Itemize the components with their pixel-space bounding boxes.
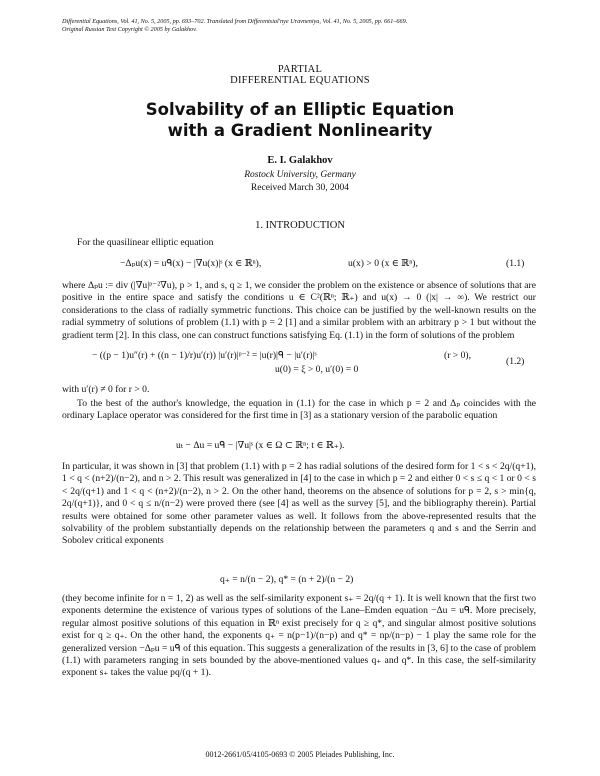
section-heading: 1. INTRODUCTION: [255, 220, 345, 231]
header-citation: Differential Equations, Vol. 41, No. 5, 2005, pp. 693–702. Translated from Differentsial'nye Uravneniya, Vol. 41, No. 5, 2005, pp. 661–669.: [62, 18, 408, 25]
paragraph-condition: with u′(r) ≠ 0 for r > 0.: [62, 384, 150, 395]
paragraph-history: To the best of the author's knowledge, the equation in (1.1) for the case in which p = 2 and Δₚ coincides with the ordinary Laplace operator was considered for the first time in [3] as a stationary version of the parabolic equation: [62, 398, 536, 422]
author-name: E. I. Galakhov: [267, 155, 333, 166]
footer-issn: 0012-2661/05/4105-0693 © 2005 Pleiades Publishing, Inc.: [205, 750, 395, 759]
equation-2-condition: (r > 0),: [444, 350, 471, 361]
header-copyright: Original Russian Text Copyright © 2005 by Galakhov.: [62, 26, 197, 34]
equation-1-lhs: −Δₚu(x) = uᑫ(x) − |∇u(x)|ˢ (x ∈ ℝⁿ),: [120, 258, 262, 269]
equation-2-line-1: − ((p − 1)u″(r) + ((n − 1)/r)u′(r)) |u′(r)|ᵖ⁻² = |u(r)|ᑫ − |u′(r)|ˢ: [92, 350, 317, 361]
section-label-2: DIFFERENTIAL EQUATIONS: [230, 75, 370, 86]
equation-4: q₊ = n/(n − 2), q* = (n + 2)/(n − 2): [220, 574, 354, 585]
affiliation: Rostock University, Germany: [244, 170, 356, 180]
title-line-1: Solvability of an Elliptic Equation: [145, 100, 455, 119]
paragraph-intro: For the quasilinear elliptic equation: [77, 237, 214, 248]
equation-2-line-2: u(0) = ξ > 0, u′(0) = 0: [275, 364, 359, 375]
title-line-2: with a Gradient Nonlinearity: [167, 121, 433, 140]
received-date: Received March 30, 2004: [250, 183, 350, 193]
equation-1-rhs: u(x) > 0 (x ∈ ℝⁿ),: [348, 258, 418, 269]
paragraph-exponents: (they become infinite for n = 1, 2) as well as the self-similarity exponent s₊ = 2q/(q + 1). It is well known that the first two exponents determine the existence of various types of solutions of the Lane–Emden equation −Δu = uᑫ. More precisely, regular almost positive solutions of this equation in ℝⁿ exist precisely for q ≥ q*, and singular almost positive solutions exist for q ≥ q₊. On the other hand, the exponents q₊ = n(p−1)/(n−p) and q* = np/(n−p) − 1 play the same role for the generalized version −Δₚu = uᑫ of this equation. This suggests a generalization of the results in [3, 6] to the case of problem (1.1) with parameters ranging in sets bounded by the above-mentioned values q₊ and q*. In this case, the self-similarity exponent s₊ takes the value pq/(q + 1).: [62, 593, 536, 679]
paragraph-results: In particular, it was shown in [3] that problem (1.1) with p = 2 has radial solutions of the desired form for 1 < s < 2q/(q+1), 1 < q < (n+2)/(n−2), and n > 2. This result was generalized in [4] to the case in which p = 2 and either 0 < s ≤ q < 1 or 0 < s < 2q/(q+1) and 1 < q < (n+2)/(n−2), n > 2. On the other hand, theorems on the absence of solutions for p = 2, s > min{q, 2q/(q+1)}, and 0 < q ≤ n/(n−2) were proved there (see [4] as well as the survey [5], and the bibliography therein). Partial results were obtained for some other parameter values as well. It follows from the above-represented results that the solvability of the problem substantially depends on the relationship between the parameters q and s and the Serrin and Sobolev critical exponents: [62, 461, 536, 547]
journal-header: [62, 18, 542, 35]
equation-2-number: (1.2): [506, 356, 525, 367]
section-label-1: PARTIAL: [277, 64, 323, 75]
equation-1-number: (1.1): [506, 258, 525, 269]
equation-3: uₜ − Δu = uᑫ − |∇u|ˢ (x ∈ Ω ⊂ ℝⁿ; t ∈ ℝ₊).: [176, 440, 345, 451]
paragraph-problem: where Δₚu := div (|∇u|ᵖ⁻²∇u), p > 1, and s, q ≥ 1, we consider the problem on the existence or absence of solutions that are positive in the entire space and satisfy the conditions u ∈ C²(ℝⁿ; ℝ₊) and u(x) → 0 (|x| → ∞). We restrict our considerations to the class of radially symmetric functions. This choice can be justified by the well-known results on the radial symmetry of solutions of problem (1.1) with p = 2 [1] and a similar problem with an arbitrary p > 1 but without the gradient term [2]. In this class, one can construct functions satisfying Eq. (1.1) in the form of solutions of the problem: [62, 280, 536, 341]
